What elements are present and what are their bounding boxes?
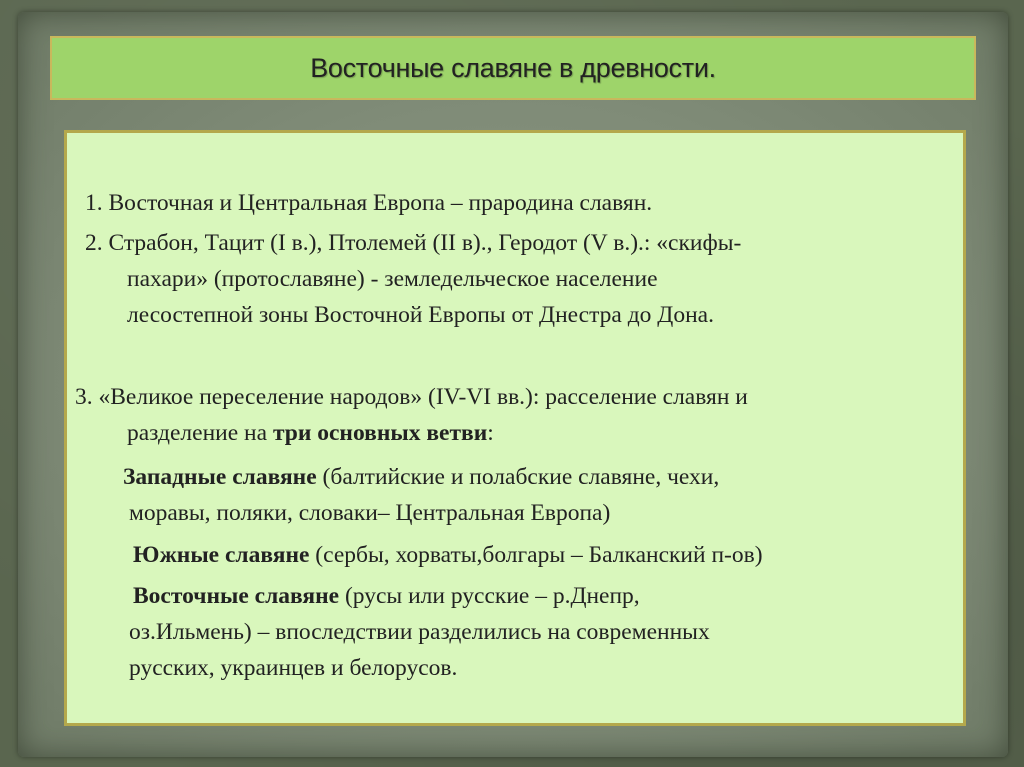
paragraph-2 <box>85 225 945 333</box>
east-slavs-line-1-rest: (русы или русские – р.Днепр, <box>339 583 640 609</box>
three-branches-bold: три основных ветви <box>272 420 488 446</box>
east-slavs-line-2: оз.Ильмень) – впоследствии разделились на современных <box>129 619 710 645</box>
paragraph-2-line-3: лесостепной зоны Восточной Европы от Днестра до Дона. <box>127 302 714 328</box>
west-slavs-line-1 <box>123 459 943 495</box>
slide-title: Восточные славяне в древности. <box>310 52 716 83</box>
paragraph-west-slavs <box>123 459 943 531</box>
paragraph-3 <box>75 379 955 451</box>
paragraph-south-slavs <box>133 537 953 573</box>
west-slavs-bold: Западные славяне <box>123 464 317 490</box>
east-slavs-line-1 <box>133 578 953 614</box>
paragraph-3-line-2-text: разделение на <box>127 420 273 446</box>
west-slavs-line-2: моравы, поляки, словаки– Центральная Европа) <box>129 500 611 526</box>
paragraph-east-slavs <box>129 578 953 686</box>
east-slavs-bold: Восточные славяне <box>133 583 340 609</box>
west-slavs-line-1-rest: (балтийские и полабские славяне, чехи, <box>316 464 720 490</box>
paragraph-2-line-1: 2. Страбон, Тацит (I в.), Птолемей (II в)., Геродот (V в.).: «скифы- <box>85 230 742 256</box>
east-slavs-line-3: русских, украинцев и белорусов. <box>129 655 458 681</box>
title-bar <box>50 36 976 100</box>
content-box <box>64 130 966 726</box>
paragraph-3-line-1: 3. «Великое переселение народов» (IV-VI вв.): расселение славян и <box>75 384 748 410</box>
south-slavs-rest: (сербы, хорваты,болгары – Балканский п-ов) <box>309 542 763 568</box>
paragraph-1: 1. Восточная и Центральная Европа – прародина славян. <box>85 190 653 216</box>
paragraph-3-colon: : <box>487 420 494 446</box>
paragraph-2-line-2: пахари» (протославяне) - земледельческое население <box>127 266 658 292</box>
paragraph-3-line-2 <box>75 415 955 451</box>
south-slavs-bold: Южные славяне <box>133 542 310 568</box>
